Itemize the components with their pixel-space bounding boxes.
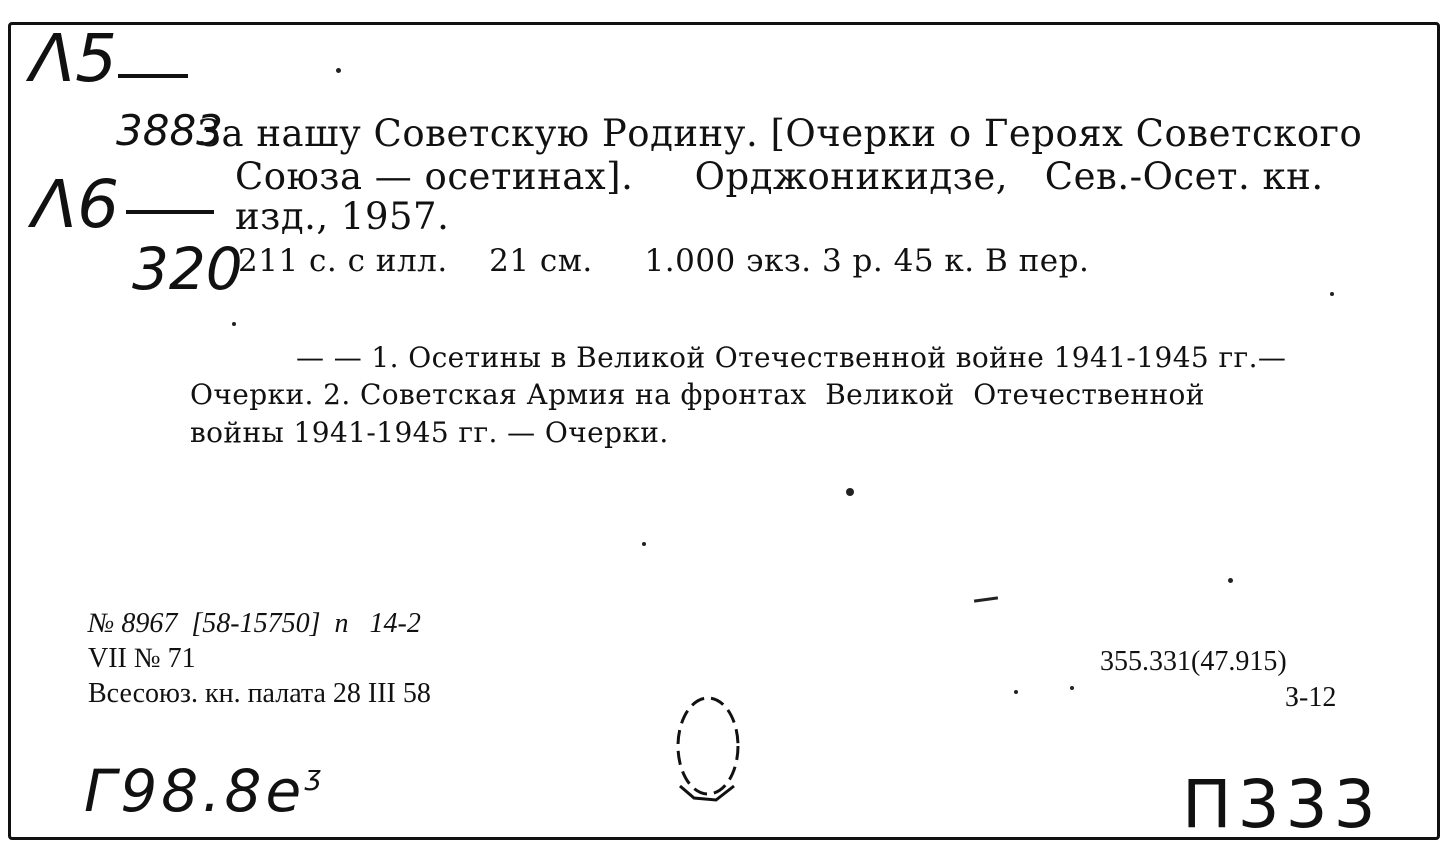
entry-title-line-2: Союза — осетинах]. Орджоникидзе, Сев.-Осет. кн. (235, 155, 1324, 198)
scan-speck (1014, 690, 1018, 694)
handwritten-number-top-text: 3883 (116, 106, 223, 155)
footer-volume-line: VII № 71 (88, 643, 196, 674)
subject-line-2: Очерки. 2. Советская Армия на фронтах Великой Отечественной (190, 378, 1205, 411)
footer-registration-line: № 8967 [58-15750] п 14-2 (88, 608, 421, 639)
handwritten-superscript-mark: ʒ (305, 759, 326, 792)
stamp-circle-icon (664, 686, 756, 810)
scan-speck (846, 488, 854, 496)
handwritten-number-bottom (132, 235, 243, 303)
handwritten-lower-right (1182, 766, 1382, 843)
scan-speck (1070, 686, 1074, 690)
handwritten-shelf-mark-bottom (32, 166, 120, 243)
scan-speck (232, 322, 236, 326)
footer-chamber-line: Всесоюз. кн. палата 28 III 58 (88, 678, 431, 709)
handwritten-shelf-bottom-text: Λ6 (32, 166, 120, 243)
handwritten-shelf-top-text: Λ5 (30, 20, 118, 97)
handwritten-number-bottom-text: 320 (132, 235, 243, 303)
footer-classification: 355.331(47.915) (1100, 646, 1287, 677)
scan-speck (1330, 292, 1334, 296)
handwritten-lower-left-text: Г98.8е (84, 757, 306, 825)
handwritten-dash-top (118, 74, 188, 78)
subject-line-3: войны 1941-1945 гг. — Очерки. (190, 416, 669, 449)
scan-speck (642, 542, 646, 546)
handwritten-dash-bottom (126, 210, 214, 214)
footer-author-mark: З-12 (1285, 682, 1337, 713)
handwritten-shelf-mark-top (30, 20, 118, 97)
scan-speck (1228, 578, 1233, 583)
subject-line-1: — — 1. Осетины в Великой Отечественной войне 1941-1945 гг.— (296, 341, 1287, 374)
handwritten-lower-left (84, 757, 326, 825)
entry-collation: 211 с. с илл. 21 см. 1.000 экз. 3 р. 45 к. В пер. (238, 243, 1090, 279)
entry-title-line-1: За нашу Советскую Родину. [Очерки о Героях Советского (198, 112, 1363, 155)
handwritten-lower-right-text: П333 (1182, 766, 1382, 843)
entry-title-line-3: изд., 1957. (235, 195, 450, 238)
scan-speck (336, 68, 341, 73)
